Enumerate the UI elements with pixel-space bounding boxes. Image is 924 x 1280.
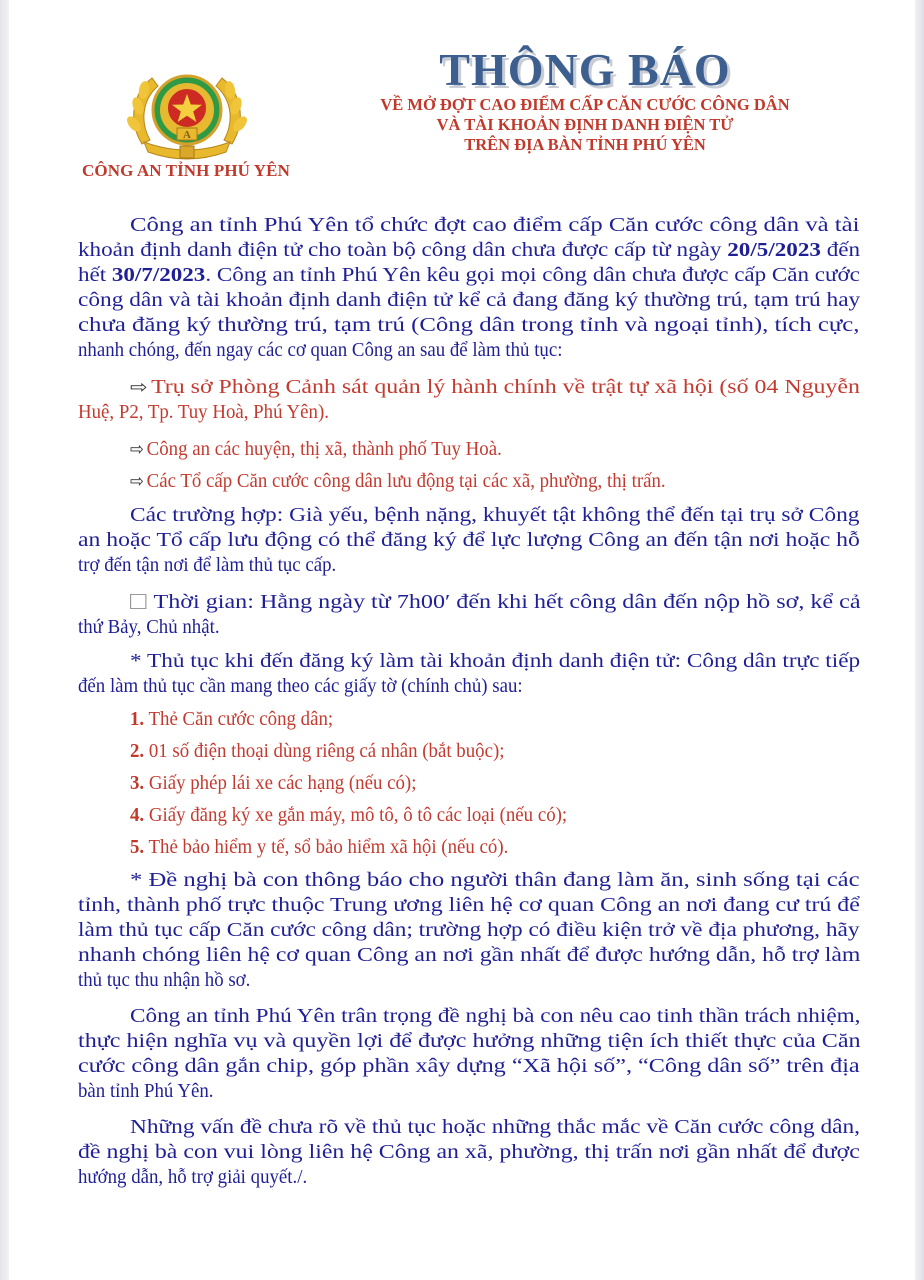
document-item: [130, 835, 508, 859]
document-item: [130, 707, 333, 731]
intro-line: nhanh chóng, đến ngay các cơ quan Công an sau để làm thủ tục:: [78, 339, 563, 361]
time-line: thứ Bảy, Chủ nhật.: [78, 616, 220, 638]
item-text: Thẻ bảo hiểm y tế, sổ bảo hiểm xã hội (nếu có).: [144, 836, 509, 858]
organization-name: CÔNG AN TỈNH PHÚ YÊN: [82, 161, 290, 180]
procedure-line: đến làm thủ tục cần mang theo các giấy tờ (chính chủ) sau:: [78, 675, 523, 697]
location-item: [130, 437, 502, 461]
item-number: 1.: [130, 708, 145, 730]
location-text: Trụ sở Phòng Cảnh sát quản lý hành chính về trật tự xã hội (số 04 Nguyễn: [151, 376, 860, 398]
location-text: Công an các huyện, thị xã, thành phố Tuy Hoà.: [146, 438, 502, 460]
intro-line: [78, 238, 860, 262]
checkbox-icon: [130, 594, 146, 609]
page-title: THÔNG BÁO: [439, 44, 731, 95]
page-edge-left: [0, 0, 9, 1280]
document-item: [130, 803, 567, 827]
item-number: 2.: [130, 740, 145, 762]
item-text: Thẻ Căn cước công dân;: [144, 708, 334, 730]
request-line: nhanh chóng liên hệ cơ quan Công an nơi gần nhất để được hướng dẫn, hỗ trợ làm: [78, 944, 861, 966]
item-number: 3.: [130, 772, 145, 794]
svg-text:A: A: [183, 129, 191, 141]
location-item-cont: Huệ, P2, Tp. Tuy Hoà, Phú Yên).: [78, 401, 329, 423]
special-cases-line: trợ đến tận nơi để làm thủ tục cấp.: [78, 554, 337, 576]
subtitle: [350, 95, 820, 155]
appeal-line: Công an tỉnh Phú Yên trân trọng đề nghị bà con nêu cao tinh thần trách nhiệm,: [130, 1005, 861, 1027]
document-item: [130, 739, 504, 763]
location-item: [130, 375, 860, 399]
item-text: Giấy phép lái xe các hạng (nếu có);: [144, 772, 417, 794]
closing-line: hướng dẫn, hỗ trợ giải quyết./.: [78, 1166, 308, 1188]
intro-line: Công an tỉnh Phú Yên tổ chức đợt cao điểm cấp Căn cước công dân và tài: [130, 214, 860, 236]
arrow-right-icon: ⇨: [130, 377, 148, 397]
item-text: 01 số điện thoại dùng riêng cá nhân (bắt buộc);: [144, 740, 505, 762]
intro-line: chưa đăng ký thường trú, tạm trú (Công dân trong tỉnh và ngoại tỉnh), tích cực,: [78, 314, 860, 336]
special-cases-line: an hoặc Tổ cấp lưu động có thể đăng ký để lực lượng Công an đến tận nơi hoặc hỗ: [78, 529, 860, 551]
request-line: * Đề nghị bà con thông báo cho người thân đang làm ăn, sinh sống tại các: [130, 869, 860, 891]
appeal-line: thực hiện nghĩa vụ và quyền lợi để được hưởng những tiện ích thiết thực của Căn: [78, 1030, 861, 1052]
location-item: [130, 469, 666, 493]
intro-line: [78, 263, 860, 287]
item-text: Giấy đăng ký xe gắn máy, mô tô, ô tô các loại (nếu có);: [144, 804, 568, 826]
closing-line: Những vấn đề chưa rõ về thủ tục hoặc những thắc mắc về Căn cước công dân,: [130, 1116, 861, 1138]
intro-text: đến: [820, 239, 861, 261]
police-emblem-icon: [122, 66, 252, 164]
special-cases-line: Các trường hợp: Già yếu, bệnh nặng, khuyết tật không thể đến tại trụ sở Công: [130, 504, 860, 526]
arrow-right-icon: ⇨: [130, 471, 144, 491]
page-edge-right: [915, 0, 924, 1280]
request-line: thủ tục thu nhận hồ sơ.: [78, 969, 251, 991]
intro-text: khoản định danh điện tử cho toàn bộ công dân chưa được cấp từ ngày: [78, 239, 728, 261]
time-text: Thời gian: Hằng ngày từ 7h00′ đến khi hết công dân đến nộp hồ sơ, kể cả: [153, 591, 861, 613]
closing-line: đề nghị bà con vui lòng liên hệ Công an xã, phường, thị trấn nơi gần nhất để được: [78, 1141, 860, 1163]
request-line: tỉnh, thành phố trực thuộc Trung ương liên hệ cơ quan Công an nơi đang cư trú để: [78, 894, 860, 916]
appeal-line: bàn tỉnh Phú Yên.: [78, 1080, 214, 1102]
arrow-right-icon: ⇨: [130, 439, 144, 459]
location-text: Các Tổ cấp Căn cước công dân lưu động tại các xã, phường, thị trấn.: [146, 470, 666, 492]
request-line: làm thủ tục cấp Căn cước công dân; trường hợp có điều kiện trở về địa phương, hãy: [78, 919, 860, 941]
start-date: 20/5/2023: [727, 239, 821, 261]
subtitle-line-1: VỀ MỞ ĐỢT CAO ĐIỂM CẤP CĂN CƯỚC CÔNG DÂN: [380, 95, 790, 114]
subtitle-line-2: VÀ TÀI KHOẢN ĐỊNH DANH ĐIỆN TỬ: [436, 115, 734, 134]
time-line: [130, 590, 861, 614]
intro-line: công dân và tài khoản định danh điện tử kể cả đang đăng ký thường trú, tạm trú hay: [78, 289, 861, 311]
item-number: 4.: [130, 804, 145, 826]
subtitle-line-3: TRÊN ĐỊA BÀN TỈNH PHÚ YÊN: [464, 135, 706, 154]
appeal-line: cước công dân gắn chip, góp phần xây dựng “Xã hội số”, “Công dân số” trên địa: [78, 1055, 860, 1077]
end-date: 30/7/2023: [111, 264, 206, 286]
intro-text: . Công an tỉnh Phú Yên kêu gọi mọi công dân chưa được cấp Căn cước: [205, 264, 860, 286]
document-item: [130, 771, 416, 795]
procedure-line: * Thủ tục khi đến đăng ký làm tài khoản định danh điện tử: Công dân trực tiếp: [130, 650, 861, 672]
item-number: 5.: [130, 836, 145, 858]
intro-text: hết: [78, 264, 112, 286]
